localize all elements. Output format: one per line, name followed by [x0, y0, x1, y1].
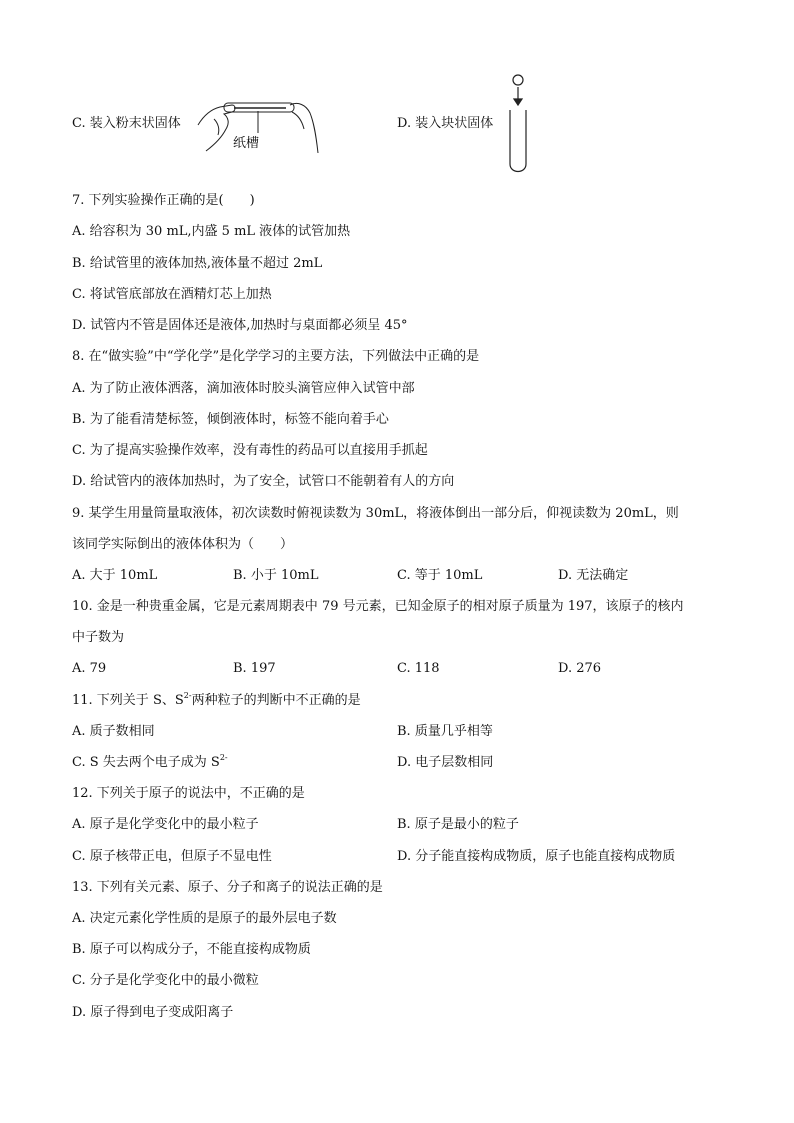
q11-option-a: A. 质子数相同	[72, 724, 155, 739]
q10-option-a: A. 79	[72, 661, 107, 676]
q13-option-d: D. 原子得到电子变成阳离子	[72, 1005, 234, 1020]
q12-option-c: C. 原子核带正电，但原子不显电性	[72, 849, 272, 864]
q11-stem-pre: 11. 下列关于 S、S	[72, 693, 184, 708]
q10-option-b: B. 197	[233, 661, 276, 676]
q10-stem-line2: 中子数为	[72, 630, 125, 645]
q6-option-c: C. 装入粉末状固体	[72, 116, 181, 131]
q9-option-b: B. 小于 10mL	[233, 568, 319, 583]
q11-option-d: D. 电子层数相同	[397, 755, 494, 770]
q8-option-b: B. 为了能看清楚标签，倾倒液体时，标签不能向着手心	[72, 412, 389, 427]
q8-option-a: A. 为了防止液体洒落，滴加液体时胶头滴管应伸入试管中部	[72, 381, 415, 396]
q12-option-d: D. 分子能直接构成物质，原子也能直接构成物质	[397, 849, 676, 864]
q9-option-a: A. 大于 10mL	[72, 568, 158, 583]
q6-option-d: D. 装入块状固体	[397, 116, 494, 131]
q7-stem: 7. 下列实验操作正确的是( )	[72, 193, 255, 208]
q9-option-d: D. 无法确定	[558, 568, 629, 583]
solid-block-icon	[513, 75, 523, 85]
q10-stem-line1: 10. 金是一种贵重金属，它是元素周期表中 79 号元素，已知金原子的相对原子质量为 197，该原子的核内	[72, 599, 684, 614]
q9-stem-line2: 该同学实际倒出的液体体积为（ ）	[72, 537, 294, 552]
q7-option-b: B. 给试管里的液体加热,液体量不超过 2mL	[72, 256, 323, 271]
q7-option-d: D. 试管内不管是固体还是液体,加热时与桌面都必须呈 45°	[72, 318, 408, 333]
q13-stem: 13. 下列有关元素、原子、分子和离子的说法正确的是	[72, 880, 383, 895]
q13-option-b: B. 原子可以构成分子，不能直接构成物质	[72, 942, 311, 957]
q12-option-a: A. 原子是化学变化中的最小粒子	[72, 817, 259, 832]
q11-stem-post: 两种粒子的判断中不正确的是	[191, 693, 361, 708]
q7-option-c: C. 将试管底部放在酒精灯芯上加热	[72, 287, 272, 302]
q11-stem-charge: 2-	[183, 691, 192, 700]
q9-option-c: C. 等于 10mL	[397, 568, 483, 583]
q11-option-c-charge: 2-	[219, 753, 228, 762]
q12-option-b: B. 原子是最小的粒子	[397, 817, 519, 832]
q13-option-c: C. 分子是化学变化中的最小微粒	[72, 973, 259, 988]
test-tube-vertical-icon	[510, 110, 526, 172]
q12-stem: 12. 下列关于原子的说法中，不正确的是	[72, 786, 305, 801]
q8-stem: 8. 在“做实验”中“学化学”是化学学习的主要方法，下列做法中正确的是	[72, 349, 480, 364]
q11-option-c-text: C. S 失去两个电子成为 S	[72, 755, 220, 770]
q13-option-a: A. 决定元素化学性质的是原子的最外层电子数	[72, 911, 337, 926]
q8-option-c: C. 为了提高实验操作效率，没有毒性的药品可以直接用手抓起	[72, 443, 428, 458]
paper-trough-caption: 纸槽	[233, 136, 260, 151]
vertical-test-tube-illustration	[505, 72, 531, 176]
q10-option-c: C. 118	[397, 661, 440, 676]
q7-option-a: A. 给容积为 30 mL,内盛 5 mL 液体的试管加热	[72, 224, 351, 239]
q11-option-b: B. 质量几乎相等	[397, 724, 493, 739]
q8-option-d: D. 给试管内的液体加热时，为了安全，试管口不能朝着有人的方向	[72, 474, 455, 489]
q9-stem-line1: 9. 某学生用量筒量取液体，初次读数时俯视读数为 30mL，将液体倒出一部分后，仰视读数为 20mL，则	[72, 506, 679, 521]
q11-option-c	[72, 754, 228, 772]
arrow-down-icon	[514, 99, 522, 105]
q11-stem	[72, 692, 361, 710]
q10-option-d: D. 276	[558, 661, 602, 676]
